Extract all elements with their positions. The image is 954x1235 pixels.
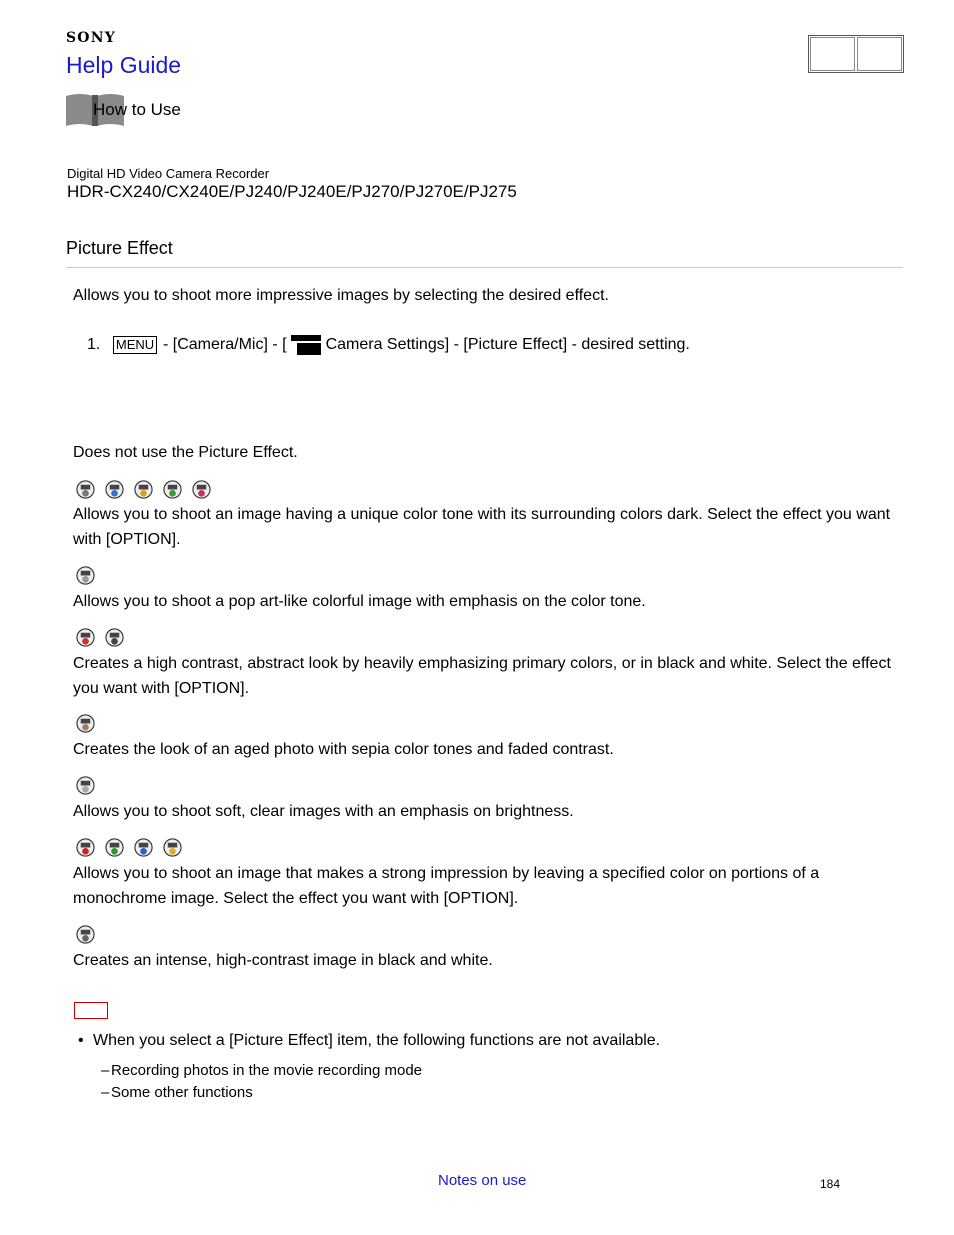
- picture-effect-icon: [105, 480, 124, 499]
- picture-effect-icon: [76, 480, 95, 499]
- bullet-dot: •: [78, 1032, 84, 1049]
- effect-description: Creates an intense, high-contrast image in black and white.: [73, 952, 493, 969]
- help-guide-link[interactable]: Help Guide: [66, 52, 182, 78]
- prev-page-button[interactable]: [810, 37, 855, 71]
- effect-description: Allows you to shoot an image that makes a strong impression by leaving a specified color on portions of a monochrome image. Select the effect you want with [OPTION].: [73, 865, 820, 907]
- picture-effect-icon: [76, 566, 95, 585]
- effect-description: Creates a high contrast, abstract look by heavily emphasizing primary colors, or in black and white. Select the effect you want with [OPTION].: [73, 655, 891, 697]
- picture-effect-icon: [76, 714, 95, 733]
- menu-button-icon: MENU: [113, 336, 157, 354]
- step-1: [87, 333, 690, 358]
- effect-description: Allows you to shoot soft, clear images with an emphasis on brightness.: [73, 803, 574, 820]
- picture-effect-icon: [105, 838, 124, 857]
- effect-description: Creates the look of an aged photo with sepia color tones and faded contrast.: [73, 741, 614, 758]
- camera-settings-icon: [289, 334, 323, 356]
- note-bullet: [78, 1032, 660, 1050]
- note-sub-item: [101, 1062, 422, 1079]
- picture-effect-icon: [163, 838, 182, 857]
- effect-icon-row: [76, 925, 95, 944]
- effect-icon-row: [76, 776, 95, 795]
- effect-icon-row: [76, 838, 182, 857]
- picture-effect-icon: [105, 628, 124, 647]
- sub-item-marker: –: [101, 1062, 110, 1079]
- effect-icon-row: [76, 714, 95, 733]
- note-bullet-text: When you select a [Picture Effect] item, the following functions are not available.: [93, 1032, 661, 1049]
- step-number: 1.: [87, 336, 101, 353]
- sony-logo: SONY: [66, 30, 116, 46]
- next-page-button[interactable]: [857, 37, 902, 71]
- note-sub-item: [101, 1084, 253, 1101]
- effect-description: Allows you to shoot a pop art-like colorful image with emphasis on the color tone.: [73, 593, 646, 610]
- step-text-a: - [Camera/Mic] - [: [163, 336, 287, 353]
- page-title: Picture Effect: [66, 238, 173, 258]
- picture-effect-icon: [134, 480, 153, 499]
- picture-effect-icon: [76, 925, 95, 944]
- how-to-use-label: How to Use: [93, 100, 181, 119]
- picture-effect-icon: [163, 480, 182, 499]
- intro-text: Allows you to shoot more impressive images by selecting the desired effect.: [73, 287, 609, 304]
- picture-effect-icon: [76, 628, 95, 647]
- picture-effect-icon: [76, 838, 95, 857]
- notes-on-use-link[interactable]: Notes on use: [438, 1172, 527, 1189]
- effect-icon-row: [76, 566, 95, 585]
- off-description: Does not use the Picture Effect.: [73, 444, 298, 461]
- picture-effect-icon: [134, 838, 153, 857]
- model-number: HDR-CX240/CX240E/PJ240/PJ240E/PJ270/PJ270E/PJ275: [67, 182, 517, 201]
- page-number: 184: [820, 1177, 841, 1191]
- nav-buttons: [808, 35, 904, 73]
- note-icon: [74, 1002, 108, 1019]
- note-sub-item-text: Some other functions: [111, 1084, 253, 1101]
- picture-effect-icon: [76, 776, 95, 795]
- effect-icon-row: [76, 480, 211, 499]
- picture-effect-icon: [192, 480, 211, 499]
- product-type: Digital HD Video Camera Recorder: [67, 166, 270, 181]
- effect-description: Allows you to shoot an image having a unique color tone with its surrounding colors dark. Select the effect you want with [OPTION].: [73, 506, 891, 548]
- step-text-b: Camera Settings] - [Picture Effect] - desired setting.: [325, 336, 690, 353]
- sub-item-marker: –: [101, 1084, 110, 1101]
- title-divider: [66, 267, 903, 268]
- note-sub-item-text: Recording photos in the movie recording mode: [111, 1062, 423, 1079]
- effect-icon-row: [76, 628, 124, 647]
